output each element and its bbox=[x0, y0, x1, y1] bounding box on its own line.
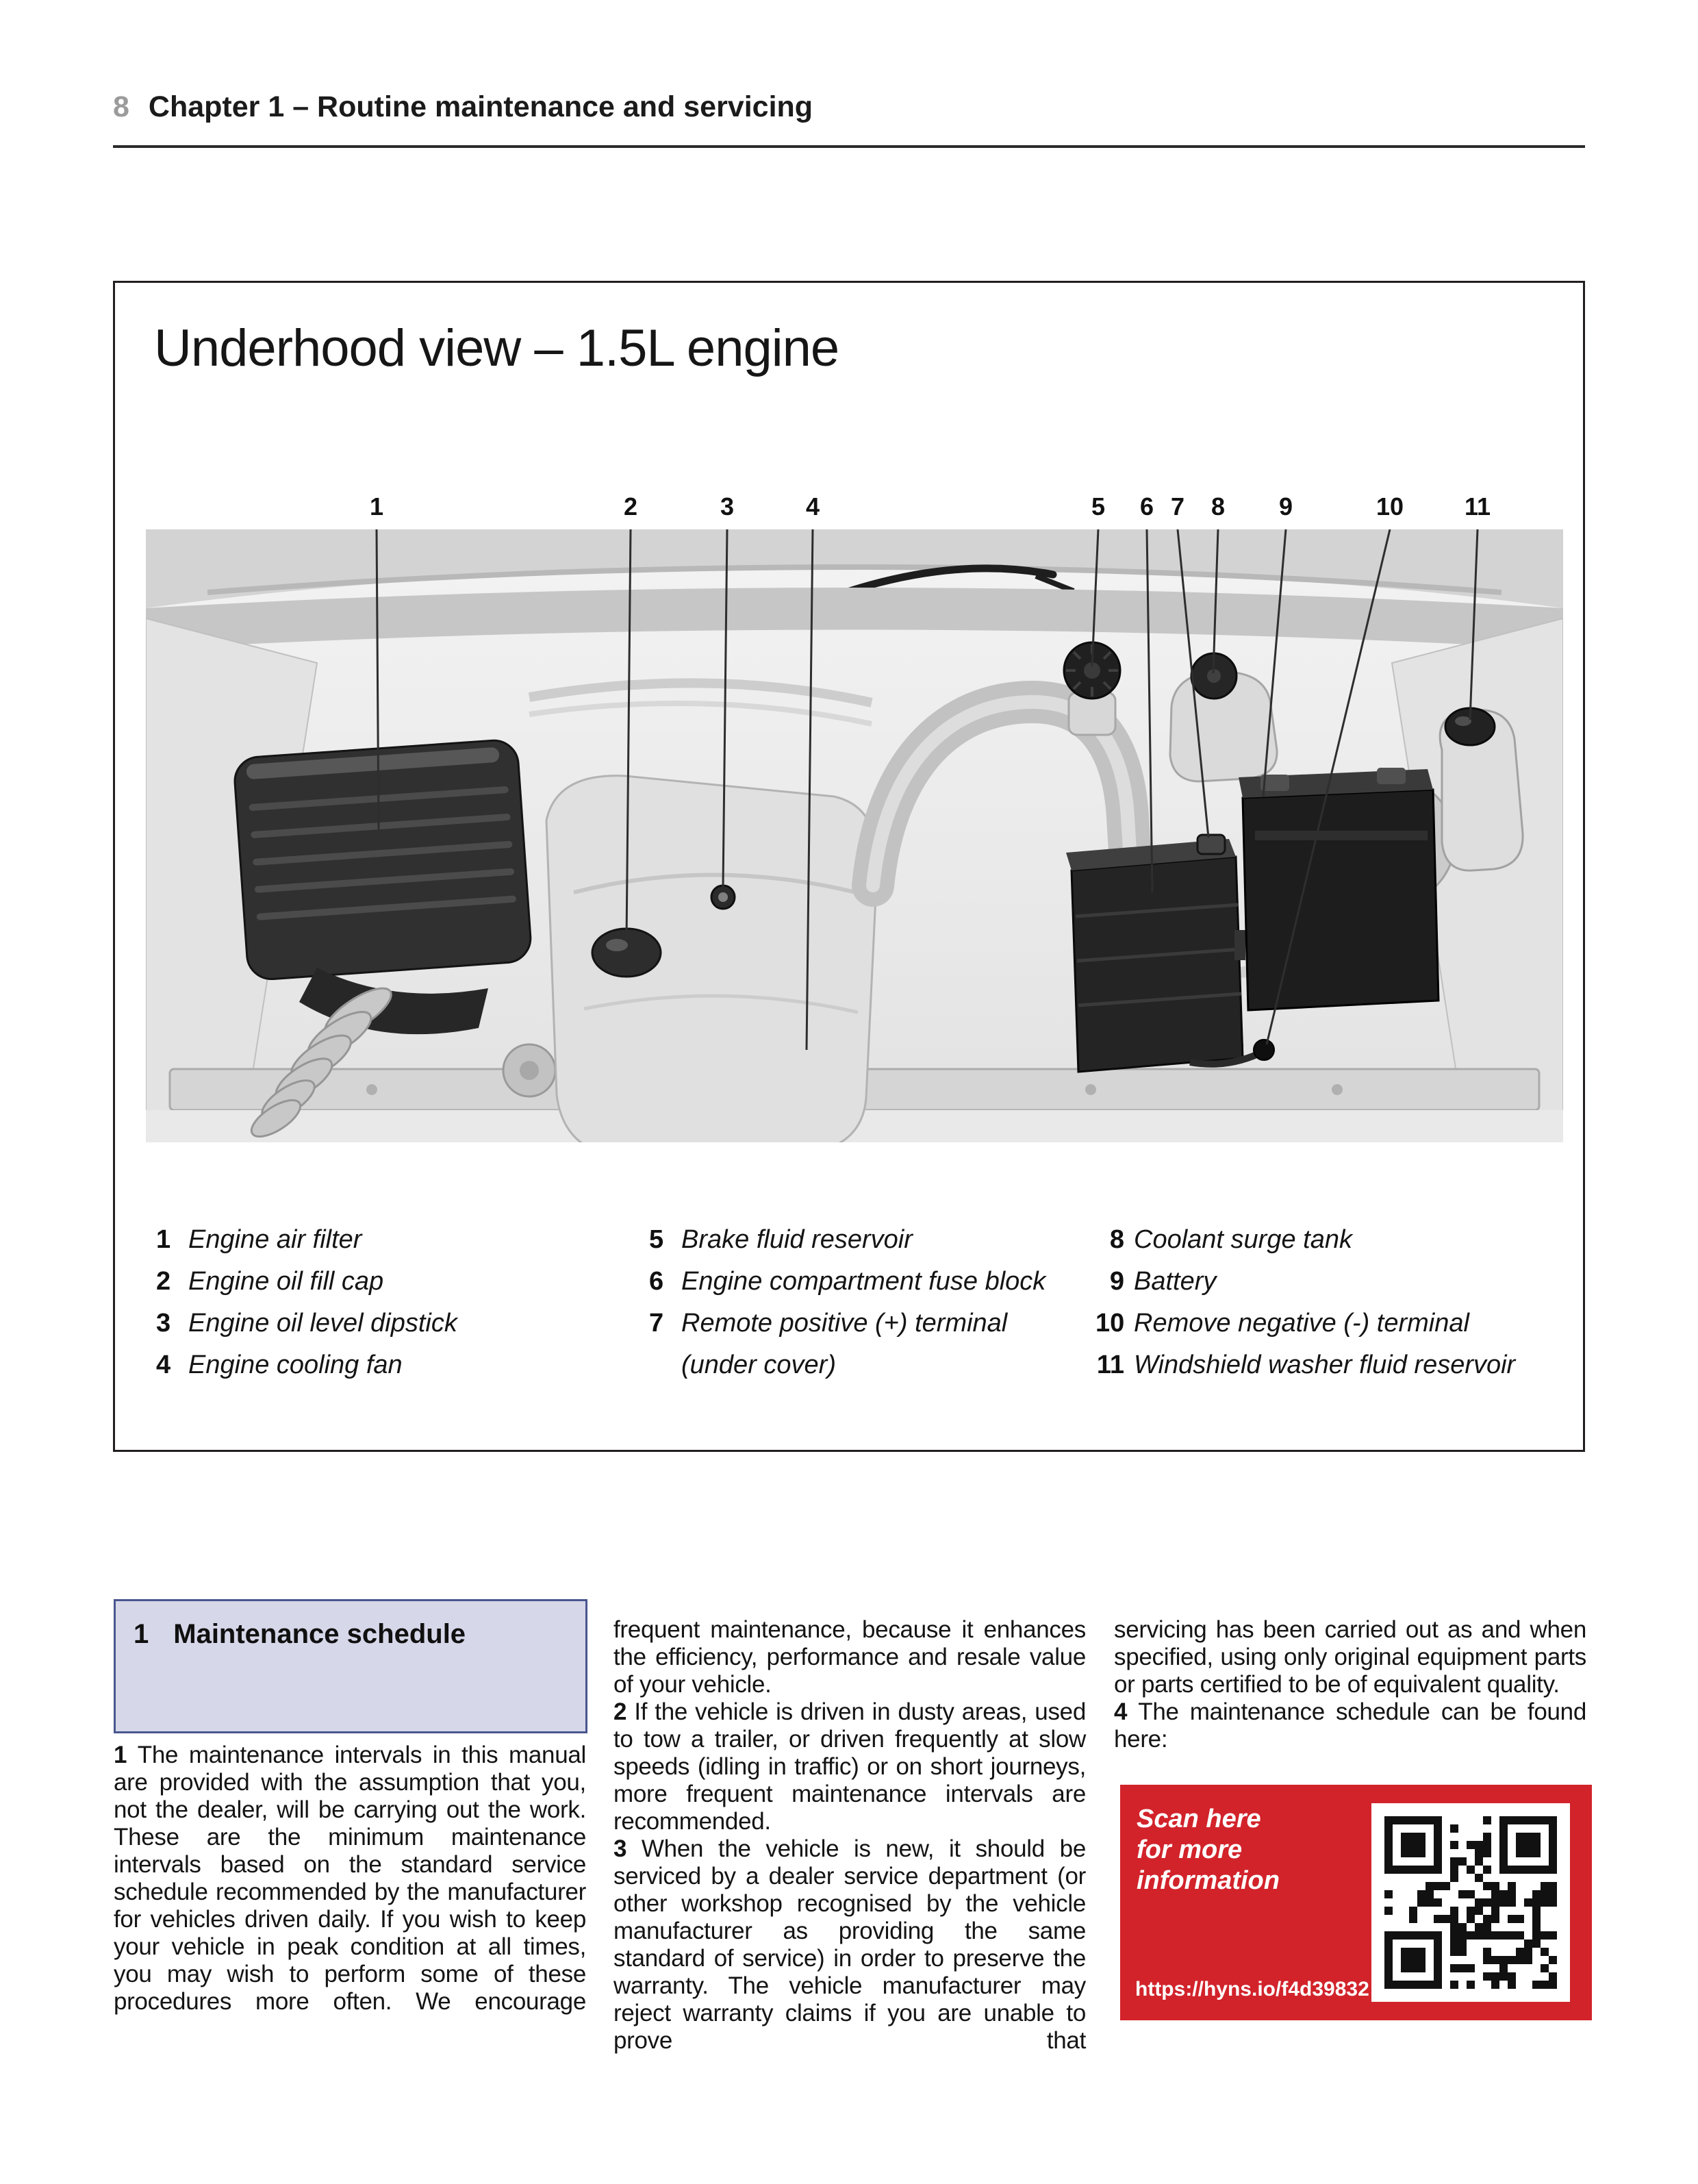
legend-number: 9 bbox=[1109, 1267, 1124, 1296]
callout-number-6: 6 bbox=[1139, 492, 1154, 520]
legend-label: Remote positive (+) terminal bbox=[681, 1309, 1008, 1338]
scan-info-box bbox=[1120, 1785, 1592, 2020]
qr-code bbox=[1371, 1803, 1570, 2002]
legend-number: 7 bbox=[649, 1309, 664, 1338]
legend-label: Engine oil fill cap bbox=[188, 1267, 384, 1296]
callout-number-8: 8 bbox=[1211, 492, 1226, 520]
callout-number-7: 7 bbox=[1170, 492, 1185, 520]
callout-number-3: 3 bbox=[720, 492, 735, 520]
scan-line-1: Scan here bbox=[1137, 1805, 1261, 1833]
remote-positive-terminal bbox=[1198, 835, 1225, 854]
legend-label: Brake fluid reservoir bbox=[681, 1225, 913, 1254]
callout-number-10: 10 bbox=[1376, 492, 1404, 520]
legend-label: Engine cooling fan bbox=[188, 1351, 403, 1379]
legend-label: Engine air filter bbox=[188, 1225, 362, 1254]
legend-item bbox=[649, 1268, 1046, 1310]
body-paragraph: 2 If the vehicle is driven in dusty areas, used to tow a trailer, or driven frequently at slow speeds (idling in traffic) or on short journeys, more frequent maintenance intervals are recommended. bbox=[613, 1698, 1087, 1835]
body-paragraph: servicing has been carried out as and when specified, using only original equipment parts or parts certified to be of equivalent quality. bbox=[1114, 1616, 1586, 1698]
callout-number-1: 1 bbox=[369, 492, 384, 520]
legend-number: 4 bbox=[156, 1351, 171, 1379]
oil-cap-sheen bbox=[606, 939, 628, 951]
body-paragraph: 1 The maintenance intervals in this manual are provided with the assumption that you, not the dealer, will be carrying out the work. These are the minimum maintenance intervals based on the standard service schedule recommended by the manufacturer for vehicles driven daily. If you wish to keep your vehicle in peak condition at all times, you may wish to perform some of these procedures more often. We encourage bbox=[114, 1742, 586, 2015]
page-header bbox=[113, 90, 1585, 124]
washer-fluid-reservoir bbox=[1440, 708, 1523, 870]
page-number: 8 bbox=[113, 90, 129, 123]
legend-number: 1 bbox=[156, 1225, 171, 1254]
legend-number: 6 bbox=[649, 1267, 664, 1296]
body-column-2 bbox=[613, 1616, 1086, 2055]
battery bbox=[1239, 768, 1439, 1010]
dipstick-ring bbox=[718, 892, 728, 902]
chapter-title: Chapter 1 – Routine maintenance and servicing bbox=[148, 90, 813, 123]
legend-item-continued bbox=[649, 1352, 1046, 1394]
legend-item bbox=[1095, 1310, 1515, 1352]
pulley-hub bbox=[520, 1061, 539, 1080]
legend-item bbox=[1095, 1352, 1515, 1394]
legend-item bbox=[156, 1227, 457, 1268]
section-heading-box bbox=[114, 1599, 587, 1733]
legend-column-1 bbox=[156, 1227, 457, 1394]
legend-number: 11 bbox=[1096, 1351, 1124, 1379]
legend-label: Coolant surge tank bbox=[1134, 1225, 1352, 1254]
legend-label: Windshield washer fluid reservoir bbox=[1134, 1351, 1516, 1379]
underhood-figure-box bbox=[113, 281, 1585, 1452]
callout-number-2: 2 bbox=[623, 492, 638, 520]
legend-column-3 bbox=[1095, 1227, 1515, 1394]
scan-line-3: information bbox=[1137, 1866, 1280, 1895]
legend-number: 2 bbox=[156, 1267, 171, 1296]
legend-item bbox=[1095, 1227, 1515, 1268]
legend-label: Battery bbox=[1134, 1267, 1217, 1296]
legend-item bbox=[649, 1310, 1046, 1352]
legend-number: 8 bbox=[1109, 1225, 1124, 1254]
engine-bay-illustration bbox=[146, 529, 1563, 1142]
legend-number: 5 bbox=[649, 1225, 664, 1254]
legend-label: Remove negative (-) terminal bbox=[1134, 1309, 1469, 1338]
callout-number-5: 5 bbox=[1091, 492, 1106, 520]
body-paragraph: frequent maintenance, because it enhances the efficiency, performance and resale value of your vehicle. bbox=[613, 1616, 1086, 1698]
legend-label: Engine compartment fuse block bbox=[681, 1267, 1046, 1296]
legend-item bbox=[156, 1352, 457, 1394]
legend-item bbox=[649, 1227, 1046, 1268]
legend-item bbox=[1095, 1268, 1515, 1310]
legend-item bbox=[156, 1268, 457, 1310]
legend-label: (under cover) bbox=[681, 1351, 836, 1379]
legend-number: 3 bbox=[156, 1309, 171, 1338]
legend-number: 10 bbox=[1095, 1309, 1125, 1338]
scan-text bbox=[1137, 1804, 1280, 1896]
section-title: Maintenance schedule bbox=[173, 1619, 466, 1649]
section-number: 1 bbox=[134, 1619, 149, 1649]
body-paragraph: 4 The maintenance schedule can be found here: bbox=[1114, 1698, 1586, 1753]
air-filter-box bbox=[233, 739, 533, 981]
scan-url: https://hyns.io/f4d39832 bbox=[1135, 1978, 1369, 2000]
fuse-block bbox=[1066, 839, 1245, 1072]
scan-line-2: for more bbox=[1137, 1835, 1243, 1864]
callout-number-9: 9 bbox=[1278, 492, 1293, 520]
legend-item bbox=[156, 1310, 457, 1352]
legend-label: Engine oil level dipstick bbox=[188, 1309, 457, 1338]
callout-number-4: 4 bbox=[805, 492, 820, 520]
body-paragraph: 3 When the vehicle is new, it should be serviced by a dealer service department (or other workshop recognised by the vehicle manufacturer as providing the same standard of service) in order to preserve the warranty. The vehicle manufacturer may reject warranty claims if you are unable to prove that bbox=[613, 1835, 1086, 2054]
body-column-1 bbox=[114, 1742, 586, 2016]
body-column-3 bbox=[1114, 1616, 1586, 1753]
header-rule bbox=[113, 145, 1585, 148]
figure-title: Underhood view – 1.5L engine bbox=[154, 319, 839, 377]
legend-column-2 bbox=[649, 1227, 1046, 1394]
callout-number-11: 11 bbox=[1464, 492, 1491, 520]
